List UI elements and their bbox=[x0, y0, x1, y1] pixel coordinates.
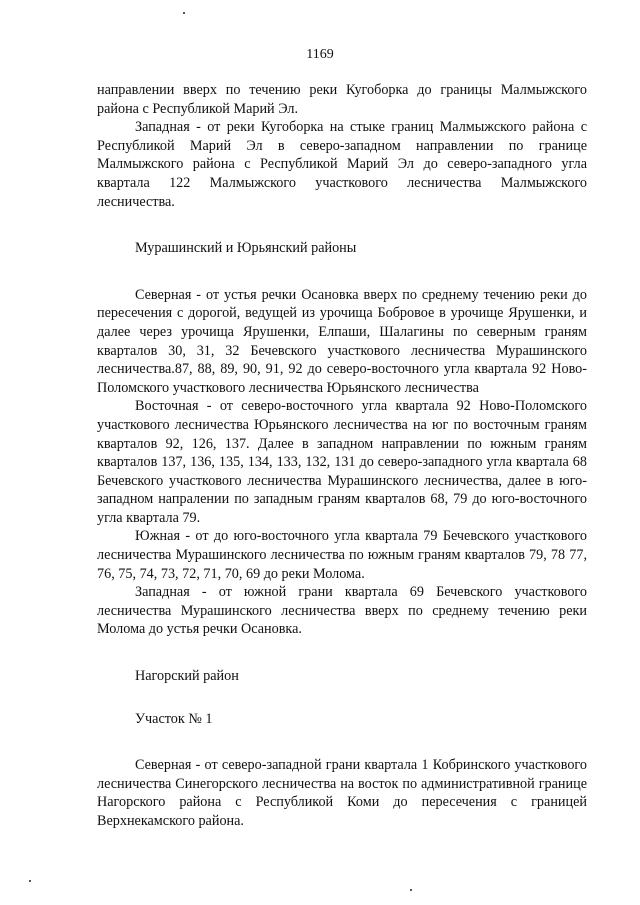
subsection-heading-plot-1: Участок № 1 bbox=[135, 710, 213, 727]
scan-speck bbox=[410, 889, 412, 891]
paragraph-western-malmyzh: Западная - от реки Кугоборка на стыке границ Малмыжского района с Республикой Марий Эл в северо-западном направлении по границе Малмыжского района с Республикой Марий Эл до северо-западного угла квартала 122 Малмыжского участкового лесничества Малмыжского лесничества. bbox=[97, 119, 587, 210]
scan-speck bbox=[29, 880, 31, 882]
spacer bbox=[97, 258, 587, 286]
scan-speck bbox=[183, 12, 185, 14]
spacer bbox=[97, 211, 587, 239]
document-body bbox=[97, 81, 587, 831]
spacer bbox=[97, 639, 587, 667]
paragraph-southern-boundary: Южная - от до юго-восточного угла квартала 79 Бечевского участкового лесничества Мурашинского лесничества по южным граням кварталов 79, 78 77, 76, 75, 74, 73, 72, 71, 70, 69 до реки Молома. bbox=[97, 528, 587, 582]
paragraph-continuation: направлении вверх по течению реки Кугоборка до границы Малмыжского района с Республикой Марий Эл. bbox=[97, 82, 587, 117]
paragraph-northern-nagorsk: Северная - от северо-западной грани квартала 1 Кобринского участкового лесничества Синегорского лесничества на восток по административной границе Нагорского района с Республикой Коми до пересечения с границей Верхнекамского района. bbox=[97, 757, 587, 829]
page-number: 1169 bbox=[306, 47, 334, 62]
section-heading-nagorsk: Нагорский район bbox=[135, 668, 239, 685]
section-heading-murashi-yurya: Мурашинский и Юрьянский районы bbox=[135, 240, 357, 257]
spacer bbox=[97, 728, 587, 756]
spacer bbox=[97, 686, 587, 710]
paragraph-northern-boundary: Северная - от устья речки Осановка вверх по среднему течению реки до пересечения с дорогой, ведущей из урочища Бобровое в урочище Ярушенки, и далее через урочища Ярушенки, Елпаши, Шалагины по северным граням кварталов 30, 31, 32 Бечевского участкового лесничества Мурашинского лесничества.87, 88, 89, 90, 91, 92 до северо-восточного угла квартала 92 Ново-Поломского участкового лесничества Юрьянского лесничества bbox=[97, 286, 587, 396]
paragraph-eastern-boundary: Восточная - от северо-восточного угла квартала 92 Ново-Поломского участкового лесничества Юрьянского лесничества на юг по восточным граням кварталов 92, 126, 137. Далее в западном направлении по южным граням кварталов 137, 136, 135, 134, 133, 132, 131 до северо-западного угла квартала 68 Бечевского участкового лесничества Мурашинского лесничества, далее в юго-западном напралении по западным граням кварталов 68, 79 до юго-восточного угла квартала 79. bbox=[97, 398, 587, 526]
paragraph-western-boundary: Западная - от южной грани квартала 69 Бечевского участкового лесничества Мурашинского лесничества вверх по среднему течению реки Молома до устья речки Осановка. bbox=[97, 584, 587, 638]
